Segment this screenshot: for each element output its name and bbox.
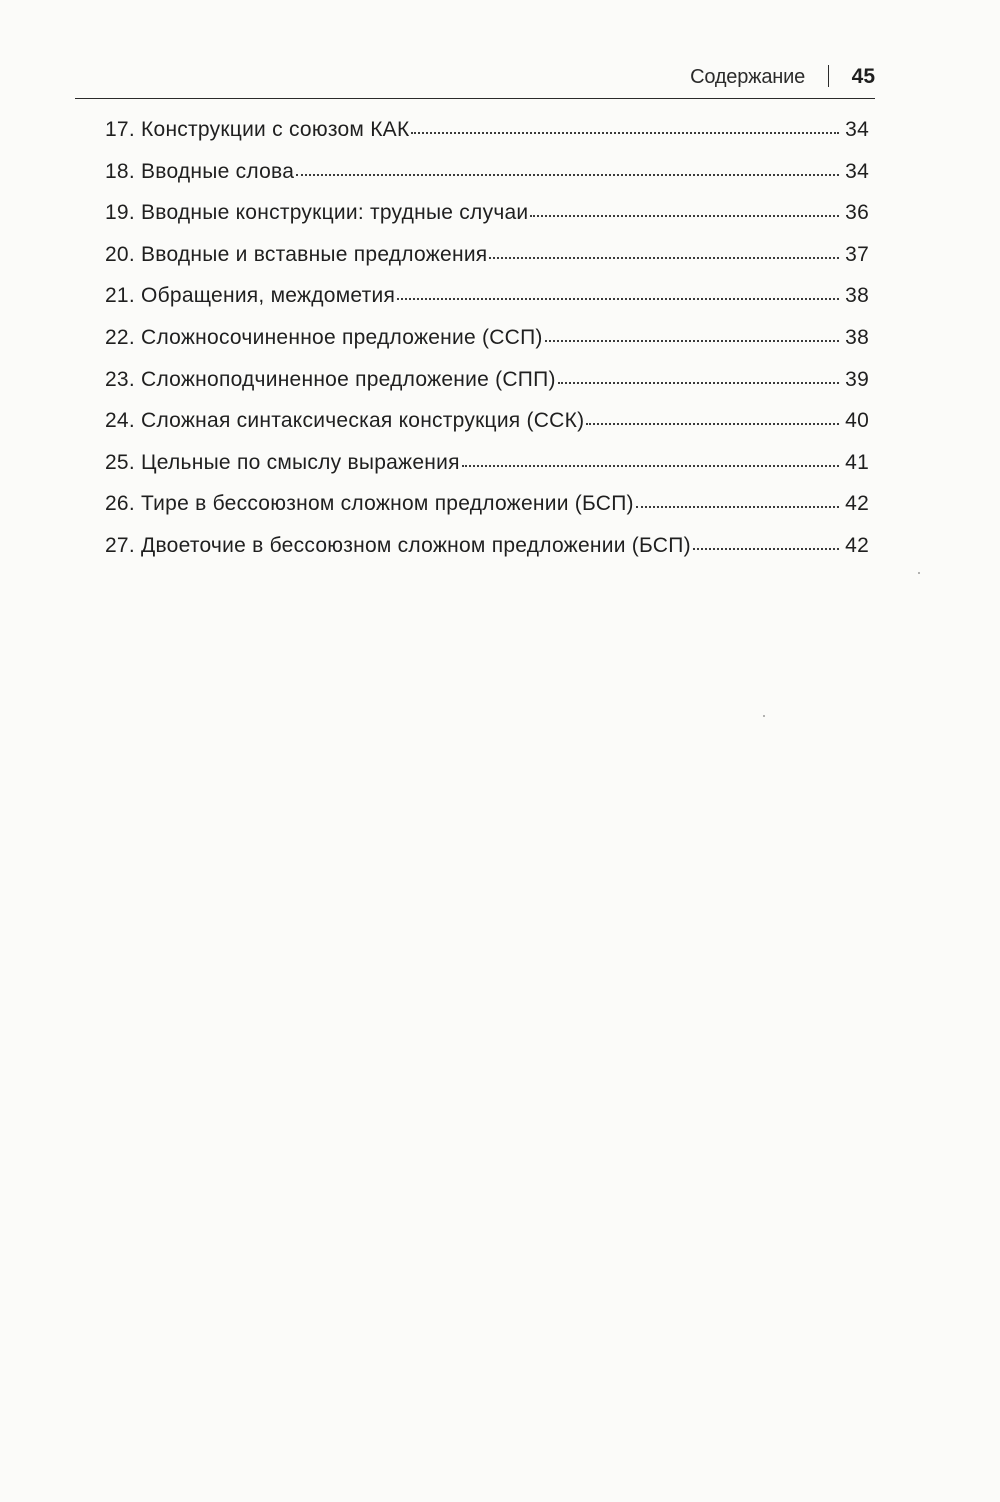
paper-speck xyxy=(918,572,920,574)
running-header xyxy=(75,62,875,99)
toc-entry xyxy=(105,317,869,359)
toc-entry-page: 38 xyxy=(845,284,869,308)
toc-entry xyxy=(105,151,869,193)
toc-leader-dots xyxy=(693,544,839,550)
toc-entry-title: 19. Вводные конструкции: трудные случаи xyxy=(105,201,529,225)
toc-entry-title: 27. Двоеточие в бессоюзном сложном предложении (БСП) xyxy=(105,533,691,557)
header-separator xyxy=(828,65,830,87)
toc-entry xyxy=(105,483,869,525)
toc-entry-title: 21. Обращения, междометия xyxy=(105,284,396,308)
toc-entry-page: 34 xyxy=(845,159,869,183)
toc-entry-page: 42 xyxy=(845,492,869,516)
toc-entry xyxy=(105,442,869,484)
toc-entry-page: 41 xyxy=(845,450,869,474)
toc-entry xyxy=(105,109,869,151)
toc-entry-page: 37 xyxy=(845,242,869,266)
toc-entry xyxy=(105,275,869,317)
toc-entry-page: 42 xyxy=(845,533,869,557)
toc-entry-page: 36 xyxy=(845,201,869,225)
toc-leader-dots xyxy=(545,336,839,342)
toc-leader-dots xyxy=(530,211,839,217)
toc-entry-title: 23. Сложноподчиненное предложение (СПП) xyxy=(105,367,556,391)
toc-leader-dots xyxy=(489,253,839,259)
toc-entry xyxy=(105,234,869,276)
toc-entry xyxy=(105,400,869,442)
toc-entry-title: 17. Конструкции с союзом КАК xyxy=(105,118,410,141)
toc-entry-title: 20. Вводные и вставные предложения xyxy=(105,242,488,266)
table-of-contents xyxy=(105,109,869,567)
toc-entry xyxy=(105,525,869,567)
toc-leader-dots xyxy=(636,502,839,508)
page-number: 45 xyxy=(851,65,875,88)
toc-leader-dots xyxy=(397,294,839,300)
section-title: Содержание xyxy=(690,66,805,88)
toc-entry-title: 26. Тире в бессоюзном сложном предложении (БСП) xyxy=(105,492,634,516)
toc-entry-title: 18. Вводные слова xyxy=(105,159,295,183)
toc-entry-title: 25. Цельные по смыслу выражения xyxy=(105,450,460,474)
toc-entry-page: 38 xyxy=(845,325,869,349)
toc-entry-title: 22. Сложносочиненное предложение (ССП) xyxy=(105,325,543,349)
toc-leader-dots xyxy=(411,128,839,134)
toc-leader-dots xyxy=(296,170,839,176)
toc-leader-dots xyxy=(462,461,839,467)
toc-leader-dots xyxy=(586,419,839,425)
toc-entry-page: 40 xyxy=(845,409,869,433)
toc-entry xyxy=(105,359,869,401)
paper-speck xyxy=(763,715,765,717)
toc-leader-dots xyxy=(558,378,839,384)
toc-entry-page: 39 xyxy=(845,367,869,391)
toc-entry-title: 24. Сложная синтаксическая конструкция (ССК) xyxy=(105,409,585,433)
toc-entry-page: 34 xyxy=(845,118,869,141)
toc-entry xyxy=(105,192,869,234)
